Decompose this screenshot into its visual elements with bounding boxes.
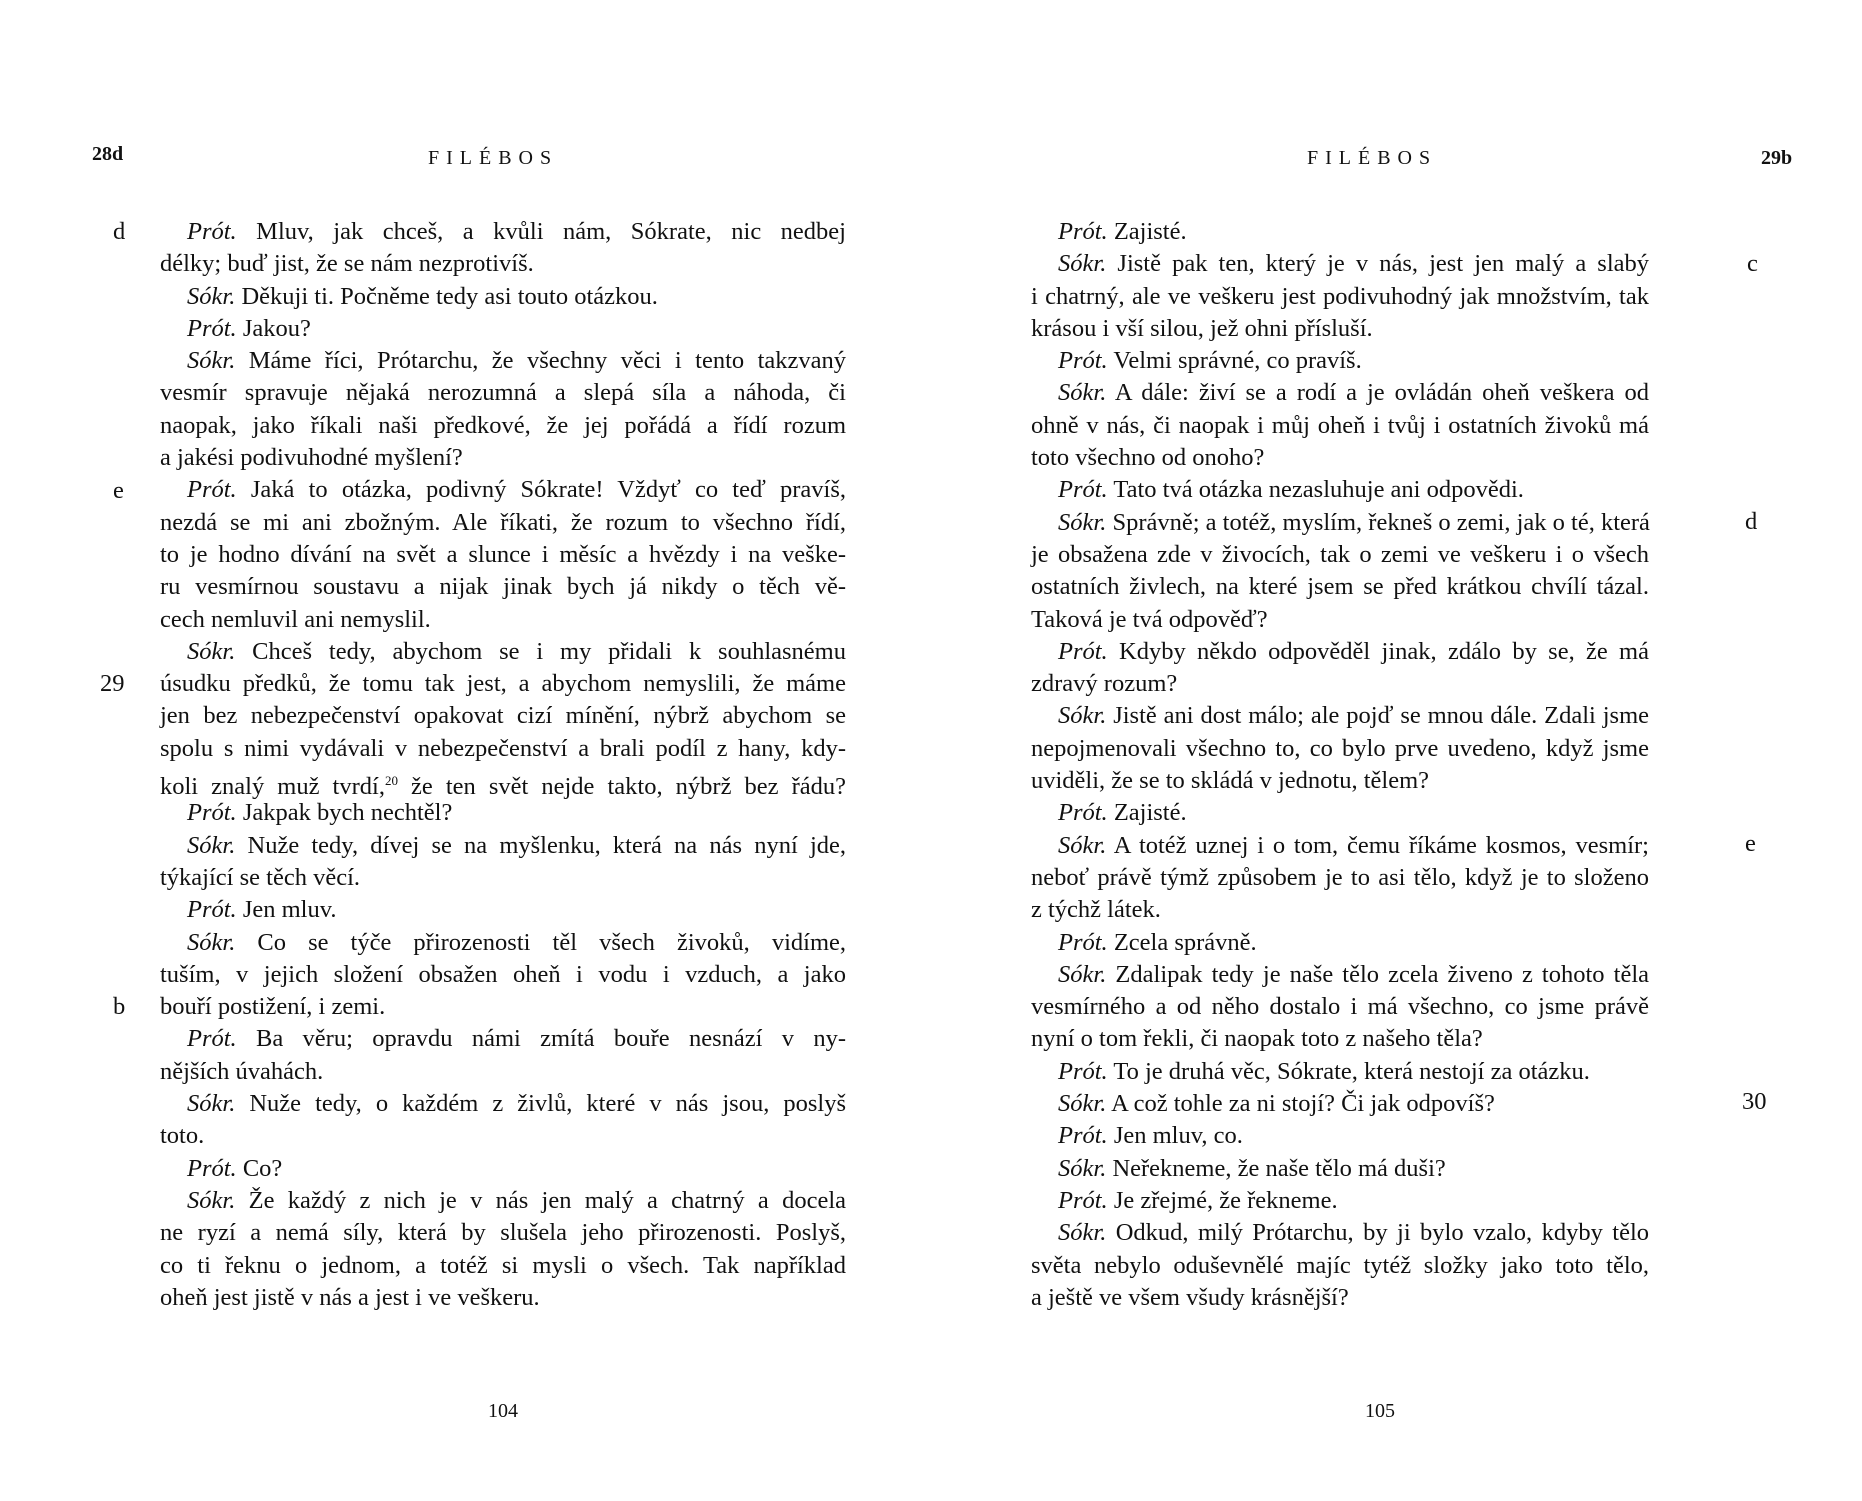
text-line <box>160 1088 846 1120</box>
margin-marker: d <box>1745 508 1758 535</box>
right-page <box>931 0 1862 1501</box>
text-line <box>160 830 846 862</box>
margin-marker: d <box>113 218 126 245</box>
page-number-left: 104 <box>488 1400 518 1422</box>
line-text: Děkuji ti. Počněme tedy asi touto otázkou. <box>235 282 658 310</box>
line-text: Jakpak bych nechtěl? <box>236 799 453 827</box>
line-text: a ještě ve všem všudy krásnější? <box>1031 1283 1349 1311</box>
line-text: ostatních živlech, na které jsem se před krátkou chvílí tázal. <box>1031 573 1649 601</box>
line-text: co ti řeknu o jednom, a totéž si mysli o všech. Tak například <box>160 1251 846 1279</box>
text-line <box>160 571 846 603</box>
line-text: Nuže tedy, dívej se na myšlenku, která na nás nyní jde, <box>235 831 846 859</box>
line-text: toto. <box>160 1122 205 1150</box>
line-text: Jen mluv. <box>236 896 337 924</box>
line-text: nějších úvahách. <box>160 1057 324 1085</box>
line-text: Jaká to otázka, podivný Sókrate! Vždyť co teď pravíš, <box>236 476 846 504</box>
text-line <box>1031 1088 1649 1120</box>
text-line <box>1031 281 1649 313</box>
text-line <box>1031 539 1649 571</box>
speaker-label: Prót. <box>187 218 237 245</box>
page-number-right: 105 <box>1365 1400 1395 1422</box>
footnote-marker: 20 <box>384 773 398 789</box>
speaker-label: Prót. <box>1058 637 1108 665</box>
left-page-text <box>160 216 846 1314</box>
margin-marker: e <box>113 477 124 504</box>
line-text: Jen mluv, co. <box>1107 1122 1243 1150</box>
text-line <box>160 1023 846 1055</box>
text-line <box>1031 797 1649 829</box>
line-text: Jakou? <box>236 314 311 342</box>
text-line <box>160 636 846 668</box>
speaker-label: Sókr. <box>1058 1090 1107 1118</box>
speaker-label: Sókr. <box>1058 508 1107 536</box>
line-text: tuším, v jejich složení obsažen oheň i vodu i vzduch, a jako <box>160 960 846 988</box>
speaker-label: Sókr. <box>1058 960 1107 988</box>
line-text: Tato tvá otázka nezasluhuje ani odpovědi. <box>1107 476 1524 504</box>
text-line <box>160 539 846 571</box>
text-line <box>1031 959 1649 991</box>
text-line <box>1031 377 1649 409</box>
text-line <box>160 1056 846 1088</box>
text-line <box>160 733 846 765</box>
text-line <box>160 474 846 506</box>
text-line <box>160 442 846 474</box>
line-text: A dále: živí se a rodí a je ovládán oheň veškera od <box>1106 379 1649 407</box>
line-text: Správně; a totéž, myslím, řekneš o zemi, jak o té, která <box>1106 508 1650 536</box>
text-line <box>160 700 846 732</box>
speaker-label: Prót. <box>187 476 237 504</box>
text-line <box>1031 1153 1649 1185</box>
line-text: Kdyby někdo odpověděl jinak, zdálo by se, že má <box>1107 637 1649 665</box>
line-text: Mluv, jak chceš, a kvůli nám, Sókrate, nic nedbej <box>236 218 846 245</box>
speaker-label: Prót. <box>1058 1186 1108 1214</box>
speaker-label: Prót. <box>1058 1122 1108 1150</box>
text-line <box>1031 636 1649 668</box>
line-text: z týchž látek. <box>1031 896 1161 924</box>
text-line <box>1031 313 1649 345</box>
right-page-text <box>1031 216 1649 1314</box>
margin-marker: b <box>113 993 126 1020</box>
speaker-label: Sókr. <box>1058 250 1107 278</box>
line-text: vesmírného a od něho dostalo i má všechno, co jsme právě <box>1031 993 1649 1021</box>
line-text: jen bez nebezpečenství opakovat cizí mínění, nýbrž abychom se <box>160 702 846 730</box>
line-text: Že každý z nich je v nás jen malý a chatrný a docela <box>235 1186 846 1214</box>
line-text: spolu s nimi vydávali v nebezpečenství a brali podíl z hany, kdy- <box>160 734 846 762</box>
line-text: úsudku předků, že tomu tak jest, a abychom nemyslili, že máme <box>160 670 846 698</box>
speaker-label: Sókr. <box>1058 379 1107 407</box>
text-line <box>160 410 846 442</box>
text-line <box>1031 345 1649 377</box>
line-text: světa nebylo oduševnělé majíc tytéž složky jako toto tělo, <box>1031 1251 1649 1279</box>
text-line <box>1031 507 1649 539</box>
line-text: Co? <box>236 1154 283 1182</box>
text-line <box>1031 991 1649 1023</box>
speaker-label: Sókr. <box>187 637 236 665</box>
text-line <box>160 894 846 926</box>
line-text: Ba věru; opravdu námi zmítá bouře nesnází v ny- <box>236 1025 846 1053</box>
running-head-right: FILÉBOS <box>1307 147 1438 169</box>
speaker-label: Prót. <box>1058 1057 1108 1085</box>
text-line <box>160 1153 846 1185</box>
line-text: ru vesmírnou soustavu a nijak jinak bych já nikdy o těch vě- <box>160 573 846 601</box>
text-line <box>1031 1023 1649 1055</box>
line-text: Velmi správné, co pravíš. <box>1107 347 1362 375</box>
text-line <box>1031 248 1649 280</box>
speaker-label: Prót. <box>1058 218 1108 245</box>
text-line <box>1031 1250 1649 1282</box>
line-text: Taková je tvá odpověď? <box>1031 605 1268 633</box>
line-text: Zajisté. <box>1107 218 1187 245</box>
text-line <box>160 345 846 377</box>
text-line <box>1031 1056 1649 1088</box>
speaker-label: Sókr. <box>187 1090 236 1118</box>
text-line <box>160 216 846 248</box>
text-line <box>160 959 846 991</box>
line-text: cech nemluvil ani nemyslil. <box>160 605 431 633</box>
line-text: je obsažena zde v živocích, tak o zemi ve veškeru i o všech <box>1031 540 1649 568</box>
text-line <box>160 1282 846 1314</box>
text-line <box>160 1217 846 1249</box>
margin-marker: e <box>1745 830 1756 857</box>
line-text: zdravý rozum? <box>1031 670 1178 698</box>
text-line <box>160 927 846 959</box>
text-line <box>1031 830 1649 862</box>
text-line <box>160 1120 846 1152</box>
stephanus-ref-right: 29b <box>1761 147 1793 169</box>
line-text: Zdalipak tedy je naše tělo zcela živeno z tohoto těla <box>1106 960 1649 988</box>
text-line <box>1031 216 1649 248</box>
line-text: koli znalý muž tvrdí, <box>160 773 385 801</box>
line-text: uviděli, že se to skládá v jednotu, tělem? <box>1031 767 1430 795</box>
line-text: Co se týče přirozenosti těl všech živoků, vidíme, <box>235 928 846 956</box>
line-text: Zcela správně. <box>1107 928 1257 956</box>
speaker-label: Sókr. <box>1058 1219 1107 1247</box>
text-line <box>160 377 846 409</box>
speaker-label: Sókr. <box>187 1186 236 1214</box>
speaker-label: Sókr. <box>187 347 236 375</box>
text-line <box>1031 410 1649 442</box>
line-text: Jistě pak ten, který je v nás, jest jen malý a slabý <box>1106 250 1649 278</box>
text-line <box>1031 927 1649 959</box>
text-line <box>160 313 846 345</box>
line-text: To je druhá věc, Sókrate, která nestojí za otázku. <box>1107 1057 1590 1085</box>
margin-marker: 30 <box>1742 1088 1767 1115</box>
text-line <box>160 765 846 801</box>
line-text: bouří postižení, i zemi. <box>160 993 386 1021</box>
line-text: krásou i vší silou, jež ohni přísluší. <box>1031 314 1373 342</box>
speaker-label: Sókr. <box>187 831 236 859</box>
text-line <box>1031 1217 1649 1249</box>
line-text: oheň jest jistě v nás a jest i ve veškeru. <box>160 1283 540 1311</box>
speaker-label: Prót. <box>187 314 237 342</box>
line-text: Máme říci, Prótarchu, že všechny věci i tento takzvaný <box>235 347 846 375</box>
line-text: Jistě ani dost málo; ale pojď se mnou dále. Zdali jsme <box>1106 702 1649 730</box>
line-text: nyní o tom řekli, či naopak toto z našeho těla? <box>1031 1025 1483 1053</box>
speaker-label: Prót. <box>1058 928 1108 956</box>
text-line <box>1031 700 1649 732</box>
text-line <box>160 604 846 636</box>
line-text: Nuže tedy, o každém z živlů, které v nás jsou, poslyš <box>235 1090 846 1118</box>
speaker-label: Prót. <box>187 1154 237 1182</box>
speaker-label: Prót. <box>1058 799 1108 827</box>
speaker-label: Sókr. <box>1058 1154 1107 1182</box>
line-text: Neřekneme, že naše tělo má duši? <box>1106 1154 1446 1182</box>
text-line <box>1031 733 1649 765</box>
text-line <box>1031 1282 1649 1314</box>
speaker-label: Prót. <box>187 1025 237 1053</box>
speaker-label: Prót. <box>1058 476 1108 504</box>
line-text: že ten svět nejde takto, nýbrž bez řádu? <box>397 773 846 801</box>
text-line <box>1031 862 1649 894</box>
line-text: ne ryzí a nemá síly, která by slušela jeho přirozenosti. Poslyš, <box>160 1219 846 1247</box>
text-line <box>1031 442 1649 474</box>
text-line <box>160 1185 846 1217</box>
line-text: vesmír spravuje nějaká nerozumná a slepá síla a náhoda, či <box>160 379 846 407</box>
text-line <box>1031 668 1649 700</box>
text-line <box>160 797 846 829</box>
text-line <box>160 1250 846 1282</box>
speaker-label: Sókr. <box>1058 702 1107 730</box>
margin-marker: 29 <box>100 670 125 697</box>
speaker-label: Sókr. <box>187 928 236 956</box>
line-text: týkající se těch věcí. <box>160 863 360 891</box>
text-line <box>160 507 846 539</box>
line-text: A což tohle za ni stojí? Či jak odpovíš? <box>1106 1090 1495 1118</box>
line-text: A totéž uznej i o tom, čemu říkáme kosmos, vesmír; <box>1106 831 1649 859</box>
line-text: Chceš tedy, abychom se i my přidali k souhlasnému <box>235 637 846 665</box>
text-line <box>1031 894 1649 926</box>
text-line <box>1031 1120 1649 1152</box>
line-text: délky; buď jist, že se nám nezprotivíš. <box>160 250 534 278</box>
line-text: i chatrný, ale ve veškeru jest podivuhodný jak množstvím, tak <box>1031 282 1649 310</box>
running-head-left: FILÉBOS <box>428 147 559 169</box>
text-line <box>1031 604 1649 636</box>
text-line <box>1031 765 1649 797</box>
stephanus-ref-left: 28d <box>92 143 124 165</box>
speaker-label: Prót. <box>1058 347 1108 375</box>
speaker-label: Sókr. <box>187 282 236 310</box>
text-line <box>160 991 846 1023</box>
line-text: neboť právě týmž způsobem je to asi tělo, když je to složeno <box>1031 863 1649 891</box>
speaker-label: Prót. <box>187 896 237 924</box>
speaker-label: Sókr. <box>1058 831 1107 859</box>
line-text: toto všechno od onoho? <box>1031 444 1265 472</box>
line-text: to je hodno dívání na svět a slunce i měsíc a hvězdy i na veške- <box>160 540 846 568</box>
text-line <box>160 281 846 313</box>
text-line <box>1031 1185 1649 1217</box>
text-line <box>1031 571 1649 603</box>
line-text: nepojmenovali všechno to, co bylo prve uvedeno, když jsme <box>1031 734 1649 762</box>
line-text: nezdá se mi ani zbožným. Ale říkati, že rozum to všechno řídí, <box>160 508 846 536</box>
line-text: naopak, jako říkali naši předkové, že jej pořádá a řídí rozum <box>160 411 846 439</box>
speaker-label: Prót. <box>187 799 237 827</box>
text-line <box>160 862 846 894</box>
text-line <box>160 248 846 280</box>
text-line <box>1031 474 1649 506</box>
line-text: ohně v nás, či naopak i můj oheň i tvůj i ostatních živoků má <box>1031 411 1649 439</box>
line-text: Odkud, milý Prótarchu, by ji bylo vzalo, kdyby tělo <box>1106 1219 1649 1247</box>
line-text: a jakési podivuhodné myšlení? <box>160 444 463 472</box>
text-line <box>160 668 846 700</box>
line-text: Je zřejmé, že řekneme. <box>1107 1186 1338 1214</box>
margin-marker: c <box>1747 250 1758 277</box>
line-text: Zajisté. <box>1107 799 1187 827</box>
